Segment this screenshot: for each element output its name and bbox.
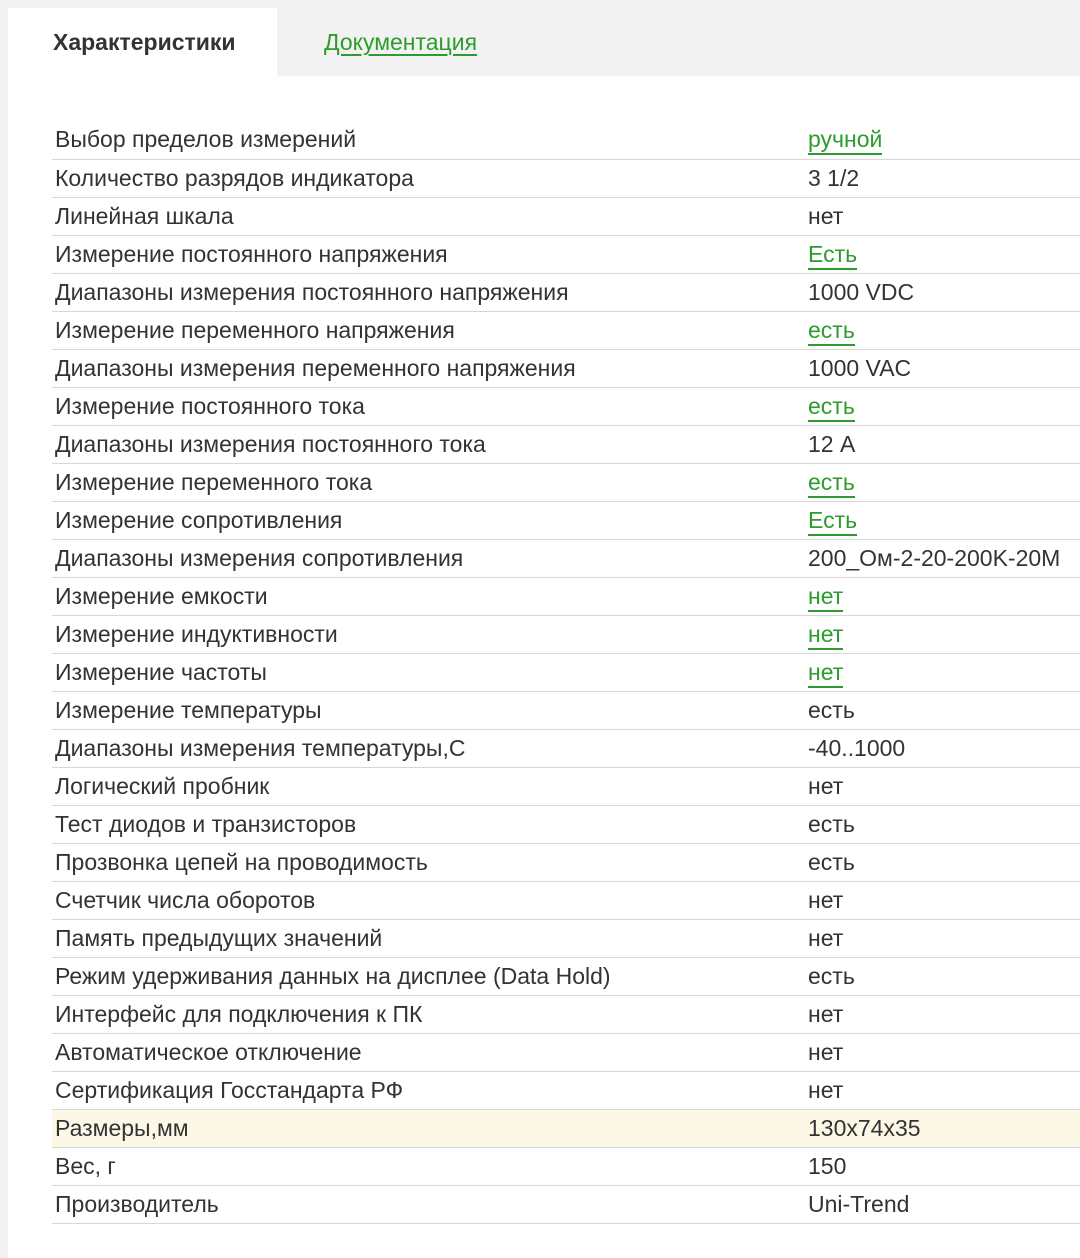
spec-name: Размеры,мм (52, 1109, 805, 1147)
spec-row (52, 273, 1080, 311)
spec-name: Измерение емкости (52, 577, 805, 615)
spec-row (52, 843, 1080, 881)
spec-name: Измерение сопротивления (52, 501, 805, 539)
spec-row (52, 919, 1080, 957)
spec-value-cell (805, 501, 1080, 539)
spec-value: нет (805, 881, 1080, 919)
spec-value: нет (805, 767, 1080, 805)
tab-documentation[interactable]: Документация (324, 29, 478, 55)
spec-value-cell (805, 615, 1080, 653)
spec-row (52, 729, 1080, 767)
spec-row (52, 311, 1080, 349)
spec-name: Тест диодов и транзисторов (52, 805, 805, 843)
spec-value: нет (805, 995, 1080, 1033)
spec-row (52, 463, 1080, 501)
spec-name: Режим удерживания данных на дисплее (Data Hold) (52, 957, 805, 995)
spec-row (52, 235, 1080, 273)
spec-row (52, 501, 1080, 539)
spec-name: Диапазоны измерения постоянного напряжения (52, 273, 805, 311)
spec-value-link[interactable]: нет (808, 659, 843, 688)
spec-name: Измерение переменного напряжения (52, 311, 805, 349)
spec-name: Автоматическое отключение (52, 1033, 805, 1071)
spec-value: 130x74x35 (805, 1109, 1080, 1147)
spec-value-link[interactable]: есть (808, 317, 855, 346)
spec-row (52, 995, 1080, 1033)
spec-value-cell (805, 235, 1080, 273)
spec-name: Сертификация Госстандарта РФ (52, 1071, 805, 1109)
characteristics-panel (8, 76, 1080, 1258)
spec-row (52, 805, 1080, 843)
spec-row (52, 577, 1080, 615)
spec-value: есть (805, 843, 1080, 881)
spec-value-link[interactable]: есть (808, 393, 855, 422)
spec-name: Измерение температуры (52, 691, 805, 729)
specs-table (52, 121, 1080, 1224)
spec-value-cell (805, 463, 1080, 501)
spec-name: Диапазоны измерения температуры,С (52, 729, 805, 767)
spec-value-link[interactable]: нет (808, 583, 843, 612)
spec-name: Измерение постоянного тока (52, 387, 805, 425)
spec-name: Диапазоны измерения постоянного тока (52, 425, 805, 463)
tabs-bar (0, 0, 1080, 76)
spec-value-cell (805, 653, 1080, 691)
spec-row (52, 197, 1080, 235)
spec-value-cell (805, 311, 1080, 349)
spec-row (52, 1185, 1080, 1223)
spec-value: 3 1/2 (805, 159, 1080, 197)
spec-row (52, 957, 1080, 995)
spec-value: нет (805, 197, 1080, 235)
spec-value-link[interactable]: Есть (808, 507, 857, 536)
spec-row (52, 1033, 1080, 1071)
spec-value-link[interactable]: Есть (808, 241, 857, 270)
spec-value: нет (805, 1071, 1080, 1109)
spec-row (52, 425, 1080, 463)
spec-value-link[interactable]: есть (808, 469, 855, 498)
spec-value: 1000 VDC (805, 273, 1080, 311)
spec-name: Прозвонка цепей на проводимость (52, 843, 805, 881)
spec-row (52, 539, 1080, 577)
spec-value: нет (805, 1033, 1080, 1071)
spec-name: Измерение переменного тока (52, 463, 805, 501)
spec-row (52, 653, 1080, 691)
spec-value: нет (805, 919, 1080, 957)
spec-name: Выбор пределов измерений (52, 121, 805, 159)
spec-name: Количество разрядов индикатора (52, 159, 805, 197)
spec-name: Линейная шкала (52, 197, 805, 235)
spec-value: есть (805, 957, 1080, 995)
specs-table-body (52, 121, 1080, 1223)
spec-value: -40..1000 (805, 729, 1080, 767)
spec-name: Память предыдущих значений (52, 919, 805, 957)
spec-name: Вес, г (52, 1147, 805, 1185)
spec-name: Измерение индуктивности (52, 615, 805, 653)
spec-value-cell (805, 577, 1080, 615)
spec-name: Измерение постоянного напряжения (52, 235, 805, 273)
spec-row (52, 1109, 1080, 1147)
spec-row (52, 881, 1080, 919)
spec-name: Измерение частоты (52, 653, 805, 691)
spec-name: Логический пробник (52, 767, 805, 805)
spec-value: есть (805, 805, 1080, 843)
spec-row (52, 1147, 1080, 1185)
tab-characteristics[interactable]: Характеристики (8, 8, 277, 76)
spec-value-cell (805, 121, 1080, 159)
spec-value: Uni-Trend (805, 1185, 1080, 1223)
spec-value-link[interactable]: нет (808, 621, 843, 650)
spec-row (52, 767, 1080, 805)
spec-name: Диапазоны измерения сопротивления (52, 539, 805, 577)
spec-row (52, 1071, 1080, 1109)
spec-row (52, 691, 1080, 729)
spec-row (52, 159, 1080, 197)
spec-row (52, 121, 1080, 159)
spec-value: 12 А (805, 425, 1080, 463)
spec-value-link[interactable]: ручной (808, 126, 882, 155)
spec-row (52, 615, 1080, 653)
spec-row (52, 349, 1080, 387)
spec-value: 200_Ом-2-20-200K-20M (805, 539, 1080, 577)
spec-value-cell (805, 387, 1080, 425)
spec-value: 150 (805, 1147, 1080, 1185)
spec-name: Счетчик числа оборотов (52, 881, 805, 919)
spec-name: Производитель (52, 1185, 805, 1223)
spec-value: есть (805, 691, 1080, 729)
spec-value: 1000 VAC (805, 349, 1080, 387)
spec-name: Интерфейс для подключения к ПК (52, 995, 805, 1033)
spec-name: Диапазоны измерения переменного напряжения (52, 349, 805, 387)
spec-row (52, 387, 1080, 425)
